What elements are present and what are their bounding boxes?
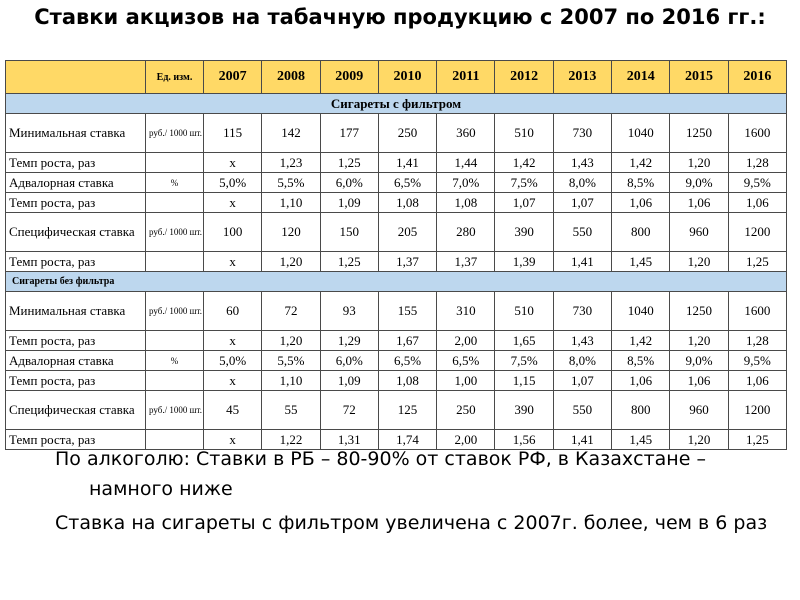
header-year: 2008 (262, 61, 320, 94)
row-label: Темп роста, раз (6, 331, 146, 351)
row-value: 800 (612, 391, 670, 430)
row-value: х (204, 371, 262, 391)
row-value: 1,10 (262, 193, 320, 213)
table-header-row (6, 61, 787, 94)
header-unit-cell: Ед. изм. (146, 61, 204, 94)
row-value: 250 (378, 114, 436, 153)
header-year: 2009 (320, 61, 378, 94)
row-value: 6,5% (437, 351, 495, 371)
row-value: 1,20 (670, 252, 728, 272)
row-value: 310 (437, 292, 495, 331)
row-value: 1,25 (728, 252, 786, 272)
row-value: 1,09 (320, 371, 378, 391)
row-value: 550 (553, 391, 611, 430)
row-value: 7,5% (495, 351, 553, 371)
row-value: 60 (204, 292, 262, 331)
row-value: 1,43 (553, 153, 611, 173)
row-value: 1,06 (728, 193, 786, 213)
row-value: 1,06 (612, 193, 670, 213)
table-row (6, 391, 787, 430)
row-value: 1,42 (612, 331, 670, 351)
row-value: 9,5% (728, 351, 786, 371)
row-value: 1,20 (262, 331, 320, 351)
row-value: х (204, 193, 262, 213)
header-label-cell (6, 61, 146, 94)
row-value: 1,25 (320, 153, 378, 173)
row-value: 1600 (728, 114, 786, 153)
header-year: 2007 (204, 61, 262, 94)
row-value: 115 (204, 114, 262, 153)
row-value: 1,08 (437, 193, 495, 213)
row-value: 1,23 (262, 153, 320, 173)
row-unit: руб./ 1000 шт. (146, 213, 204, 252)
row-value: 730 (553, 114, 611, 153)
row-value: 1,07 (495, 193, 553, 213)
row-value: 7,0% (437, 173, 495, 193)
section-row (6, 272, 787, 292)
row-label: Темп роста, раз (6, 252, 146, 272)
row-value: 1250 (670, 292, 728, 331)
row-value: 1,22 (262, 430, 320, 450)
row-value: 1,44 (437, 153, 495, 173)
row-value: 1,37 (378, 252, 436, 272)
header-year: 2014 (612, 61, 670, 94)
table-row (6, 213, 787, 252)
row-value: 1,42 (495, 153, 553, 173)
row-value: 360 (437, 114, 495, 153)
row-value: 1,09 (320, 193, 378, 213)
row-value: 1,41 (378, 153, 436, 173)
header-year: 2013 (553, 61, 611, 94)
row-label: Темп роста, раз (6, 371, 146, 391)
table-row (6, 153, 787, 173)
row-value: 1,06 (670, 193, 728, 213)
row-value: 1,42 (612, 153, 670, 173)
row-value: 1,29 (320, 331, 378, 351)
row-value: 1,07 (553, 193, 611, 213)
row-value: 72 (262, 292, 320, 331)
row-value: 510 (495, 114, 553, 153)
row-value: 1,00 (437, 371, 495, 391)
row-value: 1,45 (612, 252, 670, 272)
table-row (6, 114, 787, 153)
row-unit: % (146, 351, 204, 371)
row-value: 550 (553, 213, 611, 252)
row-value: 1,20 (670, 331, 728, 351)
row-value: 100 (204, 213, 262, 252)
row-unit (146, 193, 204, 213)
row-value: 1,43 (553, 331, 611, 351)
row-value: 72 (320, 391, 378, 430)
row-value: 1,41 (553, 252, 611, 272)
row-unit (146, 371, 204, 391)
row-value: 8,0% (553, 351, 611, 371)
row-value: 5,5% (262, 351, 320, 371)
row-value: х (204, 153, 262, 173)
row-value: 1,41 (553, 430, 611, 450)
row-value: 7,5% (495, 173, 553, 193)
row-unit: руб./ 1000 шт. (146, 292, 204, 331)
row-value: 730 (553, 292, 611, 331)
slide-title: Ставки акцизов на табачную продукцию с 2007 по 2016 гг.: (34, 5, 766, 29)
section-title: Сигареты с фильтром (6, 94, 787, 114)
row-value: 120 (262, 213, 320, 252)
header-year: 2010 (378, 61, 436, 94)
row-value: 1,06 (670, 371, 728, 391)
header-year: 2011 (437, 61, 495, 94)
row-value: 150 (320, 213, 378, 252)
row-value: 55 (262, 391, 320, 430)
row-unit (146, 252, 204, 272)
row-value: 8,0% (553, 173, 611, 193)
row-value: 5,0% (204, 351, 262, 371)
row-value: 510 (495, 292, 553, 331)
section-row (6, 94, 787, 114)
row-value: 1,07 (553, 371, 611, 391)
table-row (6, 292, 787, 331)
row-value: 6,0% (320, 351, 378, 371)
row-value: 93 (320, 292, 378, 331)
row-label: Специфическая ставка (6, 213, 146, 252)
row-value: 1040 (612, 292, 670, 331)
row-value: 1,20 (670, 430, 728, 450)
row-label: Минимальная ставка (6, 114, 146, 153)
header-year: 2015 (670, 61, 728, 94)
row-value: 1,25 (320, 252, 378, 272)
row-unit: % (146, 173, 204, 193)
row-unit (146, 153, 204, 173)
row-value: 250 (437, 391, 495, 430)
row-value: 9,0% (670, 351, 728, 371)
row-value: 1,08 (378, 371, 436, 391)
notes-list (55, 444, 775, 542)
row-value: 1040 (612, 114, 670, 153)
table-row (6, 173, 787, 193)
row-value: 8,5% (612, 173, 670, 193)
row-label: Темп роста, раз (6, 430, 146, 450)
row-value: 1,56 (495, 430, 553, 450)
row-value: 1,28 (728, 153, 786, 173)
row-value: 142 (262, 114, 320, 153)
header-year: 2016 (728, 61, 786, 94)
section-title: Сигареты без фильтра (6, 272, 787, 292)
table-row (6, 193, 787, 213)
table-row (6, 252, 787, 272)
header-year: 2012 (495, 61, 553, 94)
row-value: 1,74 (378, 430, 436, 450)
row-label: Минимальная ставка (6, 292, 146, 331)
table-row (6, 351, 787, 371)
row-value: 1,65 (495, 331, 553, 351)
row-value: 1,67 (378, 331, 436, 351)
row-value: 1,37 (437, 252, 495, 272)
row-unit: руб./ 1000 шт. (146, 114, 204, 153)
row-value: 1,39 (495, 252, 553, 272)
row-value: 177 (320, 114, 378, 153)
row-value: 390 (495, 213, 553, 252)
row-value: х (204, 430, 262, 450)
row-value: 1,45 (612, 430, 670, 450)
row-value: 6,5% (378, 351, 436, 371)
row-label: Специфическая ставка (6, 391, 146, 430)
table-body (6, 94, 787, 450)
row-value: 1,20 (262, 252, 320, 272)
note-alcohol: По алкоголю: Ставки в РБ – 80-90% от ставок РФ, в Казахстане – намного ниже (55, 448, 706, 500)
note-cigarettes: Ставка на сигареты с фильтром увеличена с 2007г. более, чем в 6 раз (55, 512, 768, 534)
row-value: 155 (378, 292, 436, 331)
row-value: 2,00 (437, 430, 495, 450)
row-unit (146, 331, 204, 351)
row-value: 8,5% (612, 351, 670, 371)
row-value: 205 (378, 213, 436, 252)
row-value: 1600 (728, 292, 786, 331)
row-value: 6,5% (378, 173, 436, 193)
row-value: 960 (670, 391, 728, 430)
row-value: 45 (204, 391, 262, 430)
row-unit: руб./ 1000 шт. (146, 391, 204, 430)
row-label: Темп роста, раз (6, 193, 146, 213)
row-value: 390 (495, 391, 553, 430)
row-value: 9,0% (670, 173, 728, 193)
row-value: 1,06 (612, 371, 670, 391)
row-value: 5,0% (204, 173, 262, 193)
table-row (6, 371, 787, 391)
row-value: 1,20 (670, 153, 728, 173)
row-value: 1200 (728, 213, 786, 252)
row-value: 1,08 (378, 193, 436, 213)
excise-rates-table (5, 60, 787, 450)
row-value: 1250 (670, 114, 728, 153)
row-value: х (204, 331, 262, 351)
row-value: 5,5% (262, 173, 320, 193)
row-value: 1,10 (262, 371, 320, 391)
row-value: 1,06 (728, 371, 786, 391)
row-value: 9,5% (728, 173, 786, 193)
row-value: 800 (612, 213, 670, 252)
row-value: 1,25 (728, 430, 786, 450)
row-label: Темп роста, раз (6, 153, 146, 173)
row-value: 2,00 (437, 331, 495, 351)
row-value: 125 (378, 391, 436, 430)
row-value: 1200 (728, 391, 786, 430)
row-value: 1,31 (320, 430, 378, 450)
row-value: 6,0% (320, 173, 378, 193)
row-value: 960 (670, 213, 728, 252)
row-value: х (204, 252, 262, 272)
row-value: 1,28 (728, 331, 786, 351)
row-value: 1,15 (495, 371, 553, 391)
row-value: 280 (437, 213, 495, 252)
table-row (6, 331, 787, 351)
row-label: Адвалорная ставка (6, 173, 146, 193)
row-label: Адвалорная ставка (6, 351, 146, 371)
